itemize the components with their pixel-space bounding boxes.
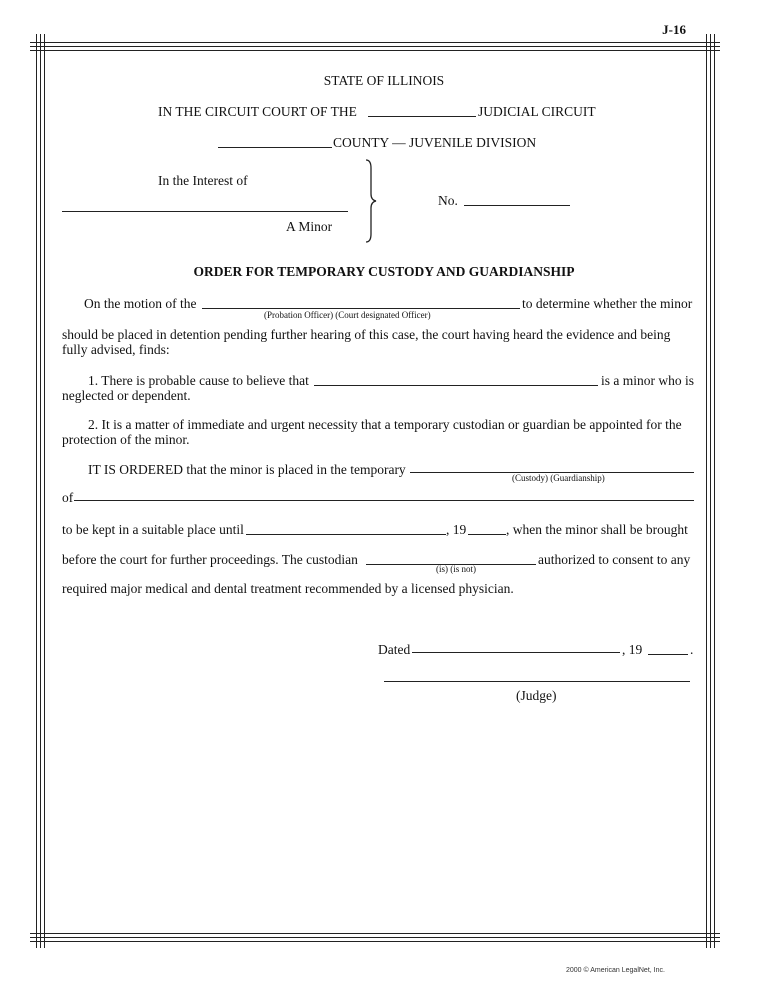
custody-hint: (Custody) (Guardianship)	[512, 473, 605, 483]
case-no-label: No.	[438, 193, 458, 208]
ordered-prefix: IT IS ORDERED that the minor is placed in the temporary	[88, 462, 406, 477]
kept-suffix: , when the minor shall be brought	[506, 522, 688, 537]
caption-brace	[362, 158, 378, 244]
county-suffix: COUNTY — JUVENILE DIVISION	[333, 135, 537, 150]
custodian-prefix: before the court for further proceedings. The custodian	[62, 552, 358, 567]
judicial-circuit-field[interactable]	[368, 116, 476, 117]
item1-prefix: 1. There is probable cause to believe that	[88, 373, 309, 388]
minor-field-item1[interactable]	[314, 385, 598, 386]
medical-line: required major medical and dental treatment recommended by a licensed physician.	[62, 581, 514, 596]
minor-name-field[interactable]	[62, 211, 348, 212]
kept-year-label: , 19	[446, 522, 467, 537]
judge-signature-field[interactable]	[384, 681, 690, 682]
detention-line-1: should be placed in detention pending further hearing of this case, the court having heard the evidence and being	[62, 327, 671, 342]
item1-suffix: is a minor who is	[601, 373, 694, 388]
court-prefix: IN THE CIRCUIT COURT OF THE	[158, 104, 357, 119]
form-id: J-16	[662, 22, 686, 37]
dated-year-label: , 19	[622, 642, 643, 657]
officer-field[interactable]	[202, 308, 520, 309]
dated-field[interactable]	[412, 652, 620, 653]
judge-label: (Judge)	[516, 688, 557, 703]
kept-date-field[interactable]	[246, 534, 446, 535]
motion-suffix: to determine whether the minor	[522, 296, 693, 311]
of-label: of	[62, 490, 74, 505]
copyright-notice: 2000 © American LegalNet, Inc.	[566, 967, 665, 974]
detention-line-2: fully advised, finds:	[62, 342, 170, 357]
custodian-name-field[interactable]	[74, 500, 694, 501]
county-field[interactable]	[218, 147, 332, 148]
dated-label: Dated	[378, 642, 411, 657]
court-suffix: JUDICIAL CIRCUIT	[478, 104, 596, 119]
officer-hint: (Probation Officer) (Court designated Officer)	[264, 310, 431, 320]
kept-year-field[interactable]	[468, 534, 506, 535]
custodian-hint: (is) (is not)	[436, 564, 476, 574]
dated-year-field[interactable]	[648, 654, 688, 655]
a-minor-label: A Minor	[286, 219, 333, 234]
motion-prefix: On the motion of the	[84, 296, 197, 311]
case-number-field[interactable]	[464, 205, 570, 206]
item2-line-1: 2. It is a matter of immediate and urgent necessity that a temporary custodian or guardian be appointed for the	[88, 417, 682, 432]
kept-prefix: to be kept in a suitable place until	[62, 522, 244, 537]
state-heading: STATE OF ILLINOIS	[323, 73, 445, 88]
item2-line-2: protection of the minor.	[62, 432, 190, 447]
dated-end: .	[690, 642, 694, 657]
order-title: ORDER FOR TEMPORARY CUSTODY AND GUARDIANSHIP	[193, 264, 575, 279]
custodian-suffix: authorized to consent to any	[538, 552, 691, 567]
item1-line-2: neglected or dependent.	[62, 388, 191, 403]
in-interest-label: In the Interest of	[158, 173, 248, 188]
